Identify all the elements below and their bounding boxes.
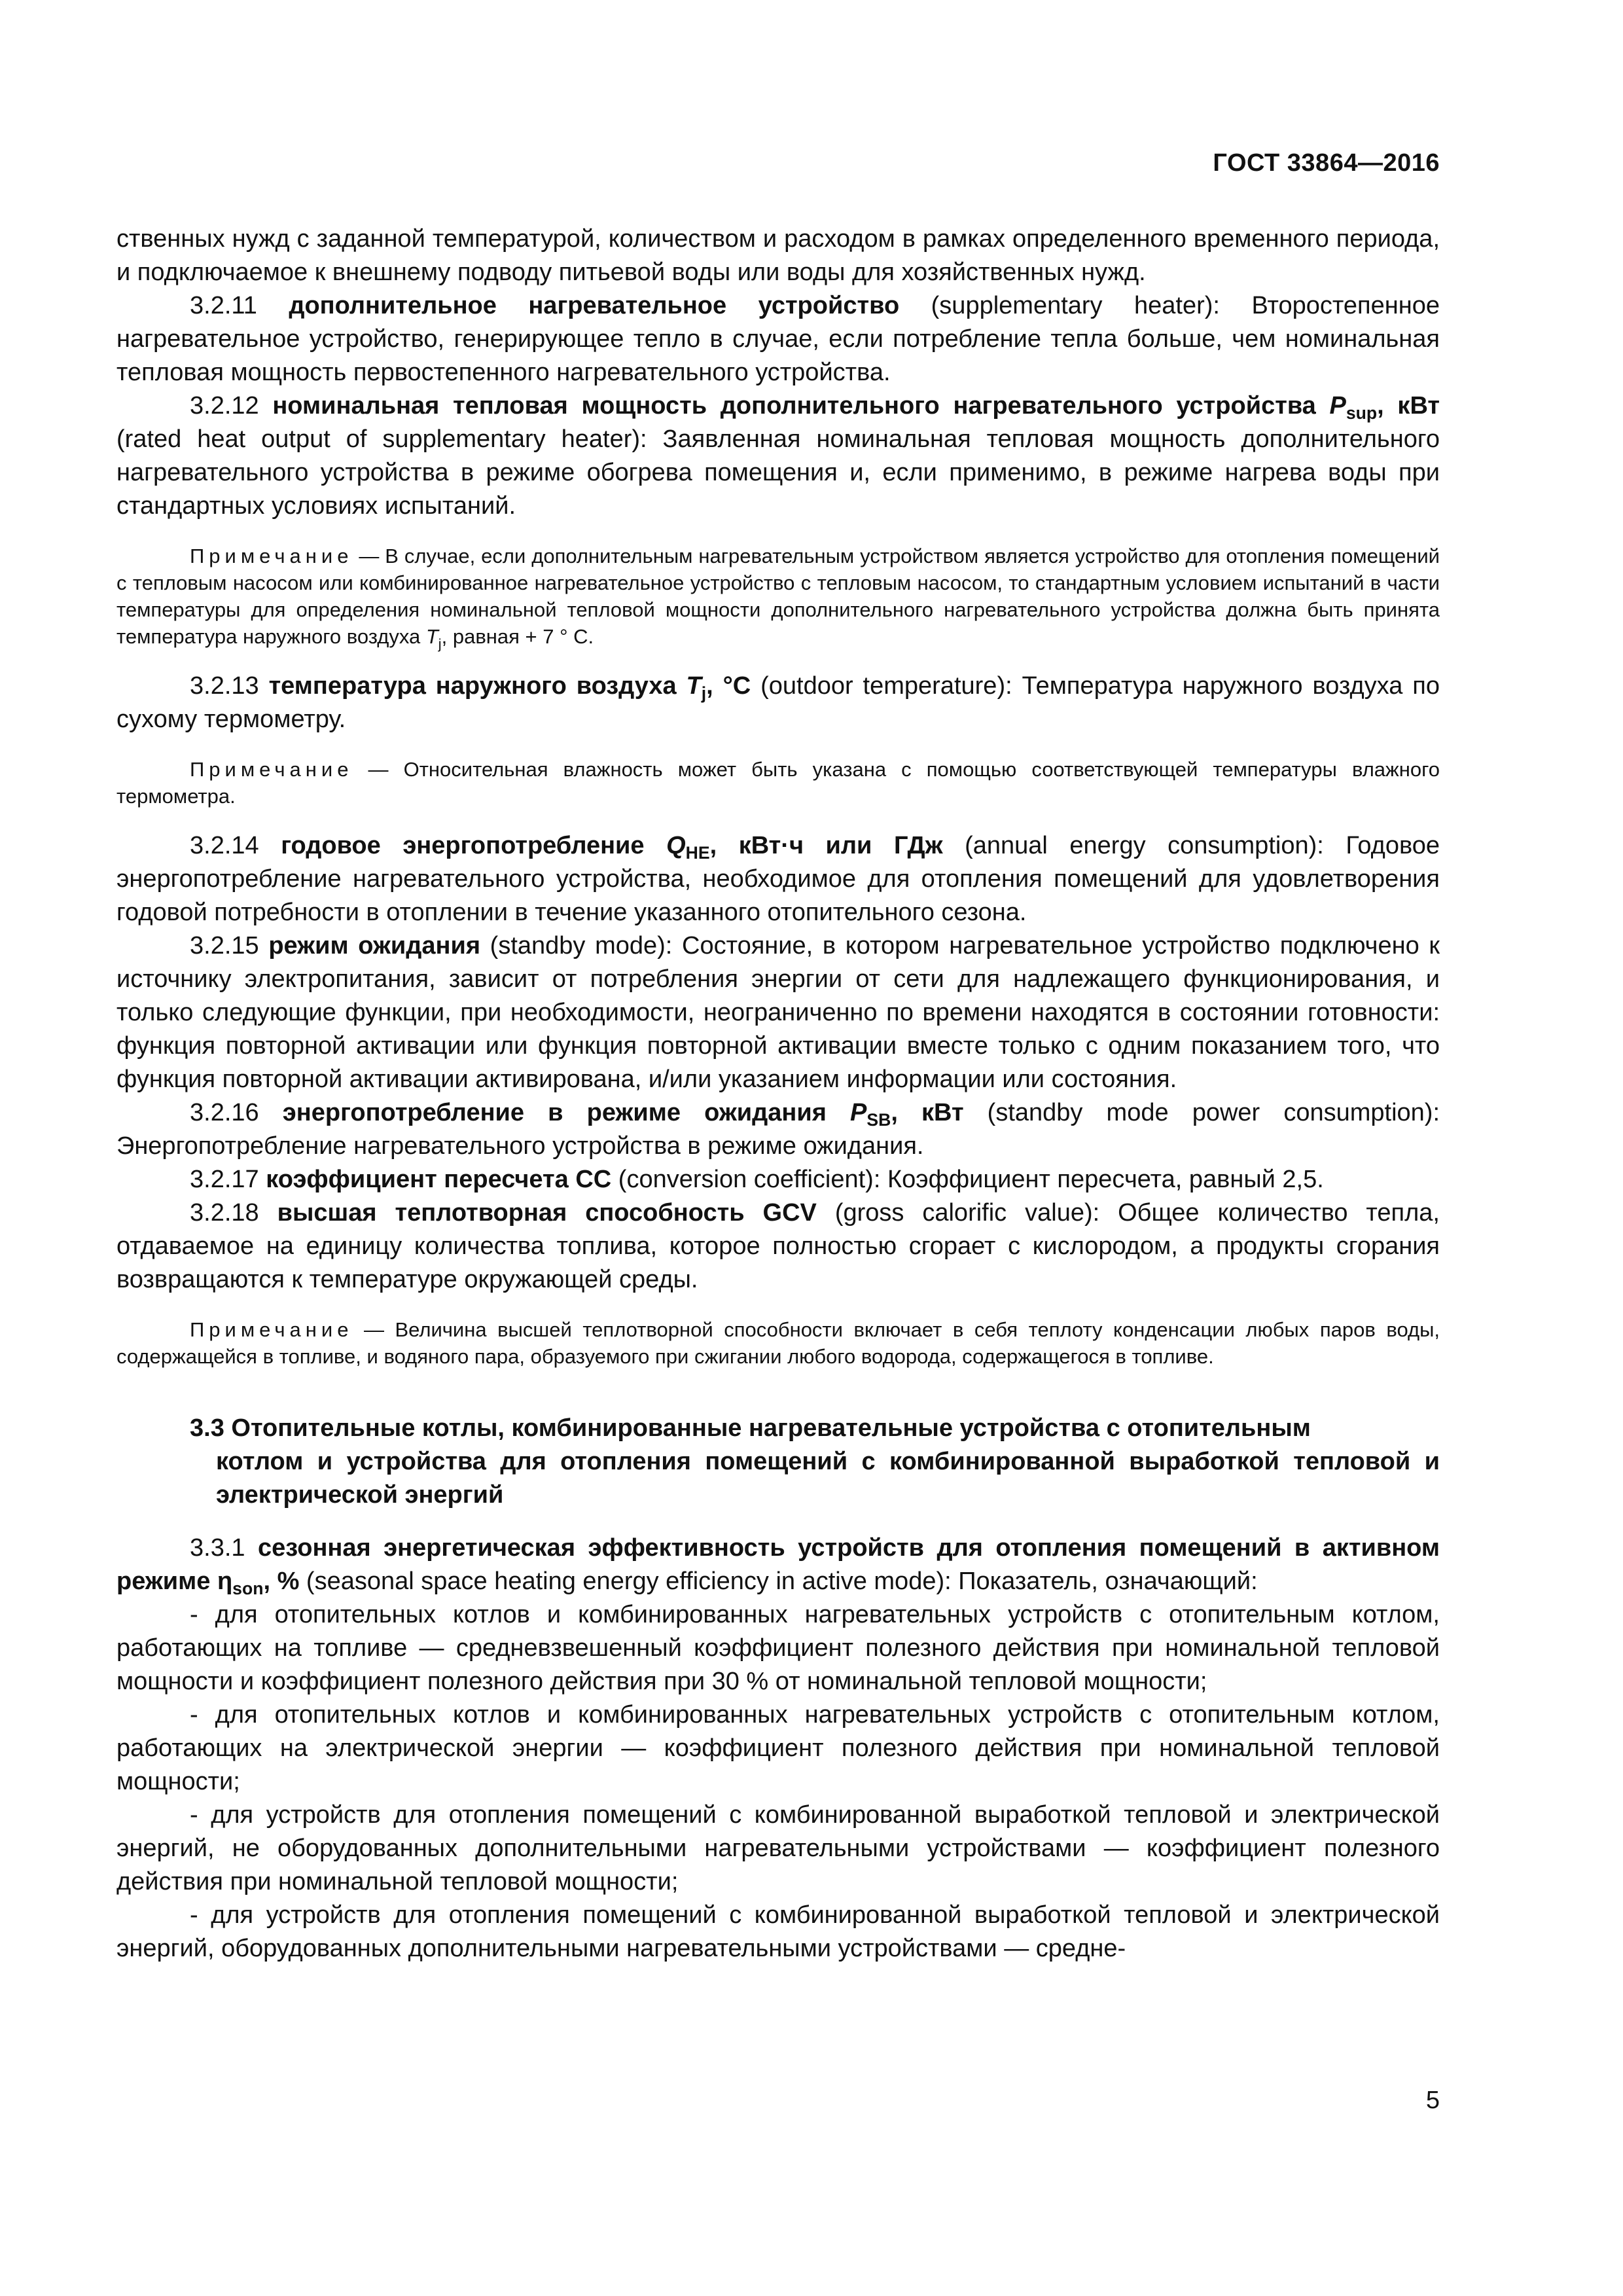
term: годовое энергопотребление	[281, 832, 645, 859]
list-item: - для устройств для отопления помещений с комбинированной выработкой тепловой и электрической энергий, не оборудованных дополнительными нагревательными устройствами — коэффициент полезного действия при номинальной тепловой мощности;	[116, 1801, 1440, 1895]
term: высшая теплотворная способность GCV	[277, 1199, 817, 1227]
list-item: - для устройств для отопления помещений с комбинированной выработкой тепловой и электрической энергий, оборудованных дополнительными нагревательными устройствами — средне-	[116, 1901, 1440, 1962]
paragraph-3-3-1: 3.3.1 сезонная энергетическая эффективность устройств для отопления помещений в активном режиме $\eta_{son}$, % (seasonal space heating energy efficiency in active mode): Показатель, означающий:	[116, 1534, 1440, 1598]
symbol: P	[850, 1099, 867, 1126]
note-1: Примечание — В случае, если дополнительным нагревательным устройством является устройство для отопления помещений с тепловым насосом или комбинированное нагревательное устройство с тепловым насосом, то стандартным условием испытаний в части температуры для определения номинальной тепловой мощности дополнительного нагревательного устройства должна быть принята температура наружного воздуха $T_j$, равная + 7 ° С.	[116, 545, 1440, 652]
symbol: η	[217, 1568, 233, 1595]
paragraph-3-2-12: 3.2.12 номинальная тепловая мощность дополнительного нагревательного устройства $P_{sup}$, кВт (rated heat output of supplementary heater): Заявленная номинальная тепловая мощность дополнительного нагревательного устройства в режиме обогрева помещения и, если применимо, в режиме нагрева воды при стандартных условиях испытаний.	[116, 392, 1440, 520]
document-body	[116, 223, 1440, 1965]
note-label: Примечание	[190, 758, 353, 781]
paragraph-3-2-13: 3.2.13 температура наружного воздуха $T_j$, °С (outdoor temperature): Температура наружного воздуха по сухому термометру.	[116, 672, 1440, 733]
term: коэффициент пересчета СС	[266, 1166, 612, 1193]
paragraph-3-2-14: 3.2.14 годовое энергопотребление $Q_{HE}$, кВт·ч или ГДж (annual energy consumption): Годовое энергопотребление нагревательного устройства, необходимое для отопления помещений для удовлетворения годовой потребности в отоплении в течение указанного отопительного сезона.	[116, 832, 1440, 926]
paragraph-continuation: ственных нужд с заданной температурой, количеством и расходом в рамках определенного временного периода, и подключаемое к внешнему подводу питьевой воды или воды для хозяйственных нужд.	[116, 225, 1440, 286]
symbol: Q	[666, 832, 686, 859]
term: номинальная тепловая мощность дополнительного нагревательного устройства	[272, 392, 1316, 420]
list-item: - для отопительных котлов и комбинированных нагревательных устройств с отопительным котлом, работающих на топливе — средневзвешенный коэффициент полезного действия при номинальной тепловой мощности и коэффициент полезного действия при 30 % от номинальной тепловой мощности;	[116, 1601, 1440, 1695]
term: дополнительное нагревательное устройство	[289, 292, 900, 319]
note-3: Примечание — Величина высшей теплотворной способности включает в себя теплоту конденсации любых паров воды, содержащейся в топливе, и водяного пара, образуемого при сжигании любого водорода, содержащегося в топливе.	[116, 1318, 1440, 1368]
paragraph-3-2-18: 3.2.18 высшая теплотворная способность GCV (gross calorific value): Общее количество тепла, отдаваемое на единицу количества топлива, которое полностью сгорает с кислородом, а продукты сгорания возвращаются к температуре окружающей среды.	[116, 1199, 1440, 1293]
document-header: ГОСТ 33864—2016	[1213, 149, 1440, 177]
note-label: Примечание	[190, 1318, 353, 1341]
section-heading-3-3: 3.3 Отопительные котлы, комбинированные нагревательные устройства с отопительным котлом и устройства для отопления помещений с комбинированной выработкой тепловой и электрической энергий	[190, 1414, 1440, 1509]
term: температура наружного воздуха	[268, 672, 677, 700]
symbol: P	[1329, 392, 1346, 420]
term: сезонная энергетическая эффективность устройств для отопления помещений в активном режиме	[116, 1534, 1440, 1595]
paragraph-3-2-16: 3.2.16 энергопотребление в режиме ожидания $P_{SB}$, кВт (standby mode power consumption): Энергопотребление нагревательного устройства в режиме ожидания.	[116, 1099, 1440, 1160]
term: энергопотребление в режиме ожидания	[282, 1099, 827, 1126]
note-2: Примечание — Относительная влажность может быть указана с помощью соответствующей температуры влажного термометра.	[116, 758, 1440, 808]
page-number: 5	[1425, 2087, 1440, 2114]
note-label: Примечание	[190, 545, 353, 567]
paragraph-3-2-17: 3.2.17 коэффициент пересчета СС (conversion coefficient): Коэффициент пересчета, равный 2,5.	[190, 1166, 1324, 1193]
paragraph-3-2-15: 3.2.15 режим ожидания (standby mode): Состояние, в котором нагревательное устройство подключено к источнику электропитания, зависит от потребления энергии от сети для надлежащего функционирования, и только следующие функции, при необходимости, неограниченно по времени находятся в состоянии готовности: функция повторной активации или функция повторной активации вместе только с одним показанием того, что функция повторной активации активирована, и/или указанием информации или состояния.	[116, 932, 1440, 1093]
symbol: T	[686, 672, 702, 700]
paragraph-3-2-11: 3.2.11 дополнительное нагревательное устройство (supplementary heater): Второстепенное нагревательное устройство, генерирующее тепло в случае, если потребление тепла больше, чем номинальная тепловая мощность первостепенного нагревательного устройства.	[116, 292, 1440, 386]
list-item: - для отопительных котлов и комбинированных нагревательных устройств с отопительным котлом, работающих на электрической энергии — коэффициент полезного действия при номинальной тепловой мощности;	[116, 1701, 1440, 1795]
term: режим ожидания	[268, 932, 481, 960]
